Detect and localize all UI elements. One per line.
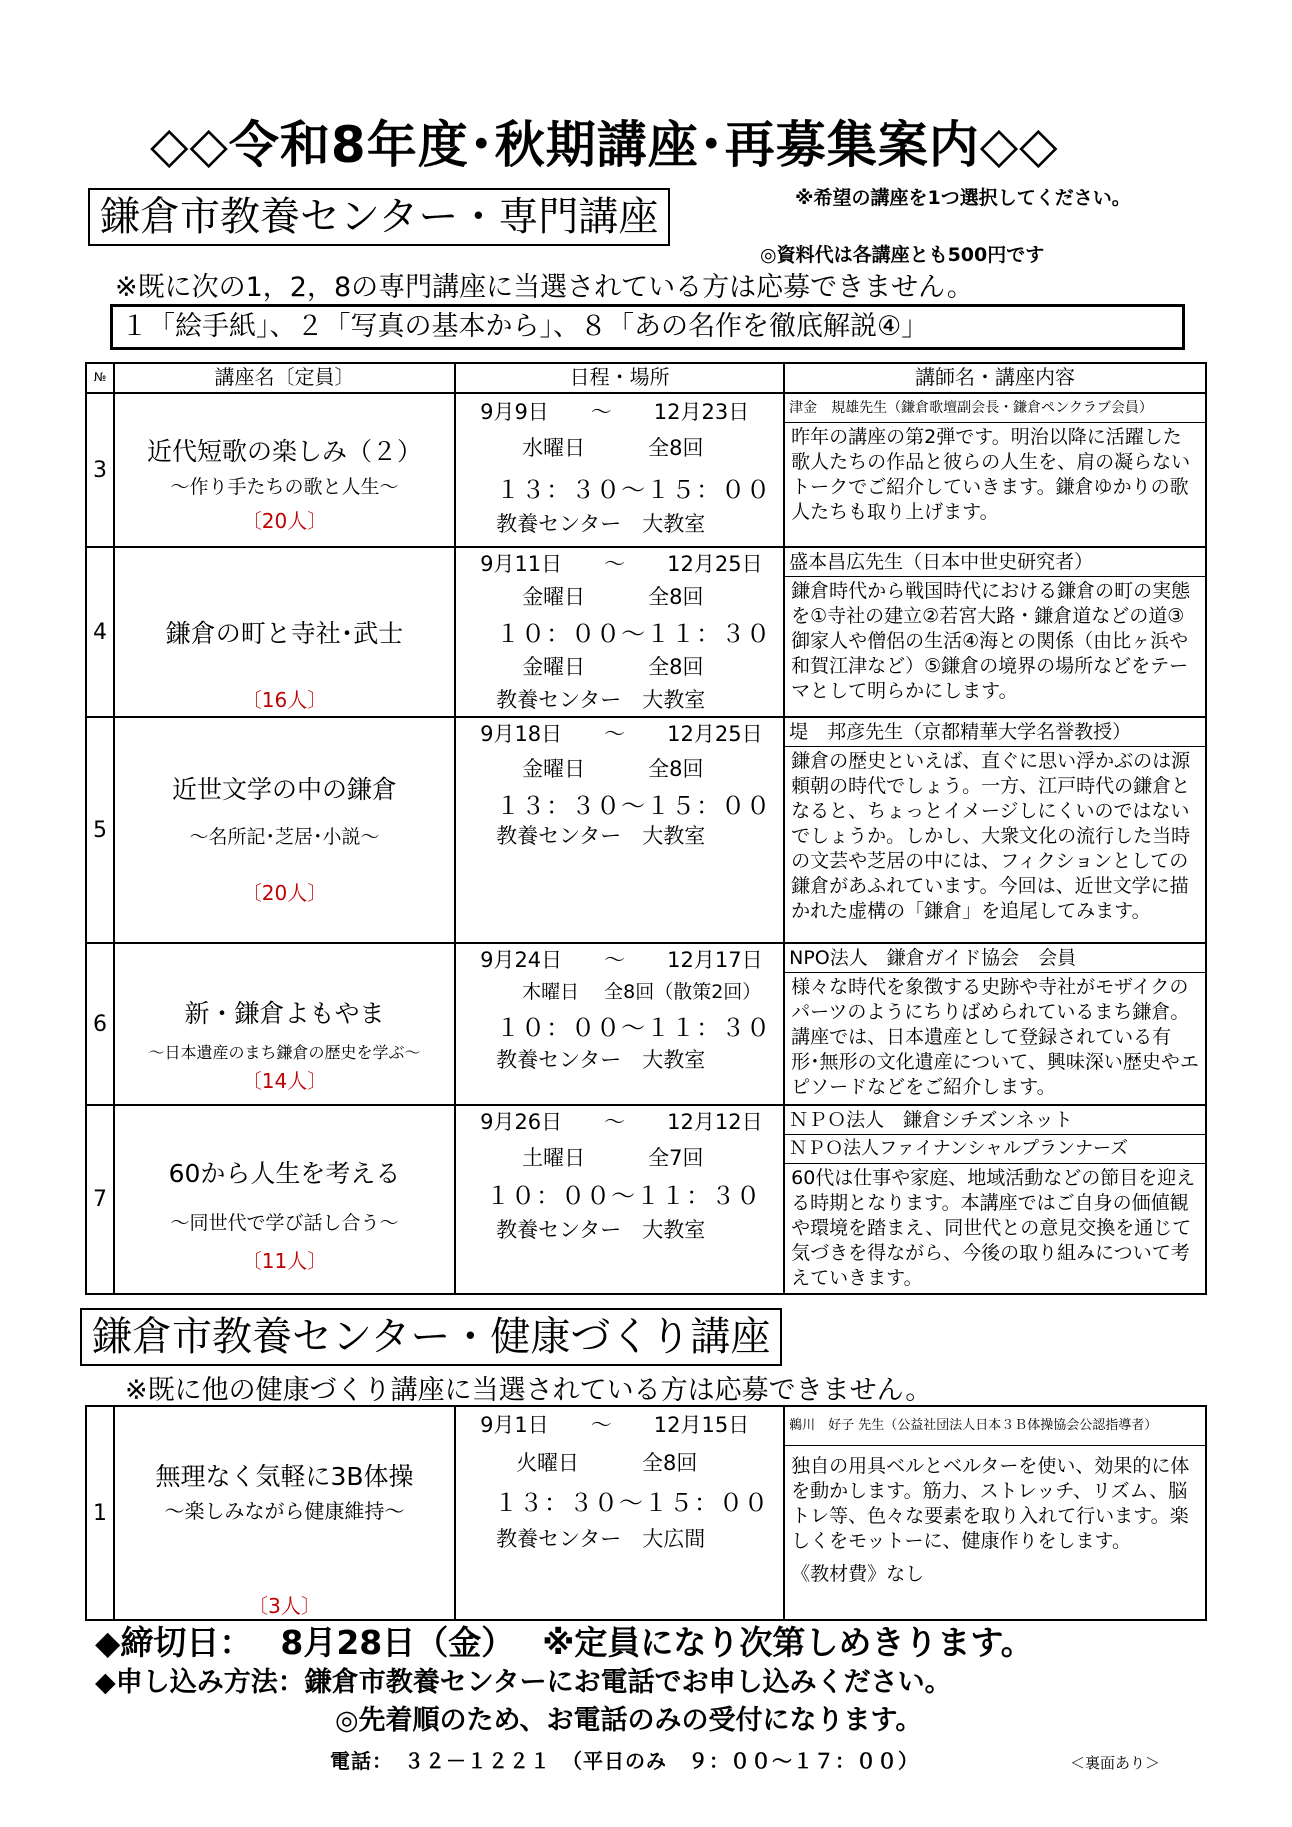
course-place: 教養センター 大教室: [496, 512, 706, 536]
course-description: 60代は仕事や家庭、地域活動などの節目を迎える時期となります。本講座ではご自身の価値観や環境を踏まえ、同世代との意見交換を通じて気づきを得ながら、今後の取り組みについて考えていきます。: [791, 1167, 1196, 1289]
excluded-courses: １「絵手紙」、２「写真の基本から」、８「あの名作を徹底解説④」: [110, 304, 1185, 350]
course-instructor-cell: [784, 1105, 1206, 1294]
course-schedule-cell: [455, 393, 784, 547]
course-date: 9月1日 ～ 12月15日: [480, 1413, 750, 1437]
course-capacity: 〔16人〕: [241, 688, 328, 712]
deadline: ◆締切日： 8月28日（金） ※定員になり次第しめきります。: [95, 1623, 1034, 1662]
course-instructor: NPO法人 鎌倉ガイド協会 会員: [785, 944, 1205, 973]
header-schedule: 日程・場所: [455, 363, 784, 393]
course-number: 5: [86, 717, 114, 943]
phone-info: 電話： ３２－１２２１ （平日のみ ９：００～１７：００）: [330, 1749, 919, 1773]
section-title-specialist: 鎌倉市教養センター・専門講座: [88, 188, 670, 246]
course-capacity: 〔11人〕: [241, 1249, 328, 1273]
course-schedule-cell: [455, 1406, 784, 1620]
course-number: 6: [86, 943, 114, 1105]
health-warning: ※既に他の健康づくり講座に当選されている方は応募できません。: [125, 1375, 933, 1406]
course-instructor: 盛本昌広先生（日本中世史研究者）: [785, 548, 1205, 577]
course-instructor-cell: [784, 1406, 1206, 1620]
course-instructor-cell: [784, 393, 1206, 547]
course-name: 近世文学の中の鎌倉: [172, 775, 398, 804]
course-schedule-cell: [455, 943, 784, 1105]
table-row: [86, 547, 1206, 717]
course-time: １０：００～１１：３０: [486, 1182, 762, 1210]
table-row: [86, 717, 1206, 943]
course-date: 9月11日 ～ 12月25日: [480, 552, 763, 576]
course-name: 近代短歌の楽しみ（２）: [147, 437, 423, 466]
course-schedule-cell: [455, 1105, 784, 1294]
course-number: 7: [86, 1105, 114, 1294]
course-number: 3: [86, 393, 114, 547]
course-day: 木曜日 全8回（散策2回）: [522, 981, 762, 1003]
course-name: 鎌倉の町と寺社･武士: [165, 619, 404, 648]
course-instructor: 津金 規雄先生（鎌倉歌壇副会長・鎌倉ペンクラブ会員）: [785, 394, 1205, 423]
section-title-health: 鎌倉市教養センター・健康づくり講座: [80, 1308, 782, 1366]
table-row: [86, 1406, 1206, 1620]
course-subtitle: ～日本遺産のまち鎌倉の歴史を学ぶ～: [148, 1043, 421, 1062]
header-no: №: [86, 363, 114, 393]
course-subtitle: ～楽しみながら健康維持～: [164, 1499, 405, 1523]
course-day: 土曜日 全7回: [522, 1146, 704, 1170]
course-place: 教養センター 大教室: [496, 824, 706, 848]
course-capacity: 〔20人〕: [241, 509, 328, 533]
course-subtitle: ～作り手たちの歌と人生～: [170, 476, 399, 498]
header-name: 講座名〔定員〕: [114, 363, 455, 393]
table-row: [86, 1105, 1206, 1294]
course-time: １３：３０～１５：００: [496, 792, 772, 820]
specialist-course-table: [85, 362, 1207, 1295]
course-subtitle: ～名所記･芝居･小説～: [189, 826, 380, 848]
course-number: 1: [86, 1406, 114, 1620]
course-capacity: 〔20人〕: [241, 881, 328, 905]
course-name-cell: [114, 943, 455, 1105]
course-time: １３：３０～１５：００: [494, 1489, 770, 1517]
page-title: ◇◇令和8年度･秋期講座･再募集案内◇◇: [150, 116, 1059, 174]
course-instructor-cell: [784, 717, 1206, 943]
course-day: 水曜日 全8回: [522, 436, 704, 460]
course-date: 9月24日 ～ 12月17日: [480, 948, 763, 972]
header-instructor: 講師名・講座内容: [784, 363, 1206, 393]
course-day: 火曜日 全8回: [516, 1451, 698, 1475]
course-instructor-cell: [784, 547, 1206, 717]
course-day: 金曜日 全8回: [522, 757, 704, 781]
table-row: [86, 943, 1206, 1105]
select-note: ※希望の講座を1つ選択してください。: [795, 187, 1131, 209]
course-schedule-cell: [455, 547, 784, 717]
course-place: 教養センター 大広間: [496, 1527, 706, 1551]
course-name-cell: [114, 547, 455, 717]
course-date: 9月18日 ～ 12月25日: [480, 722, 763, 746]
health-course-table: [85, 1405, 1207, 1621]
course-name: 無理なく気軽に3B体操: [155, 1462, 414, 1491]
course-name-cell: [114, 1406, 455, 1620]
table-header-row: [86, 363, 1206, 393]
course-description: 昨年の講座の第2弾です。明治以降に活躍した歌人たちの作品と彼らの人生を、肩の凝らないトークでご紹介していきます。鎌倉ゆかりの歌人たちも取り上げます。: [791, 426, 1191, 523]
course-day: 金曜日 全8回: [522, 585, 704, 609]
course-name-cell: [114, 393, 455, 547]
course-capacity: 〔3人〕: [248, 1594, 321, 1618]
course-time: １０：００～１１：３０: [496, 620, 772, 648]
back-side-note: ＜裏面あり＞: [1070, 1754, 1161, 1772]
course-name: 新・鎌倉よもやま: [184, 999, 385, 1028]
course-capacity: 〔14人〕: [241, 1069, 328, 1093]
course-instructor-2: ＮＰＯ法人ファイナンシャルプランナーズ: [785, 1135, 1205, 1164]
course-number: 4: [86, 547, 114, 717]
course-materials: 《教材費》なし: [791, 1563, 925, 1585]
course-date: 9月26日 ～ 12月12日: [480, 1110, 763, 1134]
course-description: 独自の用具ベルとベルターを使い、効果的に体を動かします。筋力、ストレッチ、リズム、脳トレ等、色々な要素を取り入れて行います。楽しくをモットーに、健康作りをします。: [791, 1455, 1190, 1552]
fee-note: ◎資料代は各講座とも500円です: [760, 244, 1045, 266]
course-name-cell: [114, 717, 455, 943]
course-date: 9月9日 ～ 12月23日: [480, 400, 750, 424]
course-instructor: ＮＰＯ法人 鎌倉シチズンネット: [785, 1106, 1205, 1135]
course-description: 鎌倉の歴史といえば、直ぐに思い浮かぶのは源頼朝の時代でしょう。一方、江戸時代の鎌倉となると、ちょっとイメージしにくいのではないでしょうか。しかし、大衆文化の流行した当時の文芸や芝居の中には、フィクションとしての鎌倉があふれています。今回は、近世文学に描かれた虚構の「鎌倉」を追尾してみます。: [791, 750, 1191, 922]
course-name-cell: [114, 1105, 455, 1294]
course-instructor: 堤 邦彦先生（京都精華大学名誉教授）: [785, 718, 1205, 747]
eligibility-warning: ※既に次の1，2，8の専門講座に当選されている方は応募できません。: [115, 272, 974, 303]
first-come-note: ◎先着順のため、お電話のみの受付になります。: [335, 1705, 923, 1736]
course-instructor: 鵜川 好子 先生（公益社団法人日本３Ｂ体操協会公認指導者）: [785, 1407, 1205, 1446]
application-method: ◆申し込み方法：鎌倉市教養センターにお電話でお申し込みください。: [95, 1667, 952, 1698]
table-row: [86, 393, 1206, 547]
course-place: 教養センター 大教室: [496, 688, 706, 712]
course-description: 鎌倉時代から戦国時代における鎌倉の町の実態を①寺社の建立②若宮大路・鎌倉道などの道③御家人や僧侶の生活④海との関係（由比ヶ浜や和賀江津など）⑤鎌倉の境界の場所などをテーマとして明らかにします。: [791, 580, 1191, 702]
course-time: １０：００～１１：３０: [496, 1014, 772, 1042]
course-day-2: 金曜日 全8回: [522, 655, 704, 679]
course-schedule-cell: [455, 717, 784, 943]
course-name: 60から人生を考える: [168, 1159, 401, 1188]
course-place: 教養センター 大教室: [496, 1218, 706, 1242]
course-place: 教養センター 大教室: [496, 1048, 706, 1072]
course-time: １３：３０～１５：００: [496, 476, 772, 504]
course-description: 様々な時代を象徴する史跡や寺社がモザイクのパーツのようにちりばめられているまち鎌倉。講座では、日本遺産として登録されている有形･無形の文化遺産について、興味深い歴史やエピソードなどをご紹介します。: [791, 976, 1199, 1098]
course-instructor-cell: [784, 943, 1206, 1105]
course-subtitle: ～同世代で学び話し合う～: [170, 1212, 399, 1234]
